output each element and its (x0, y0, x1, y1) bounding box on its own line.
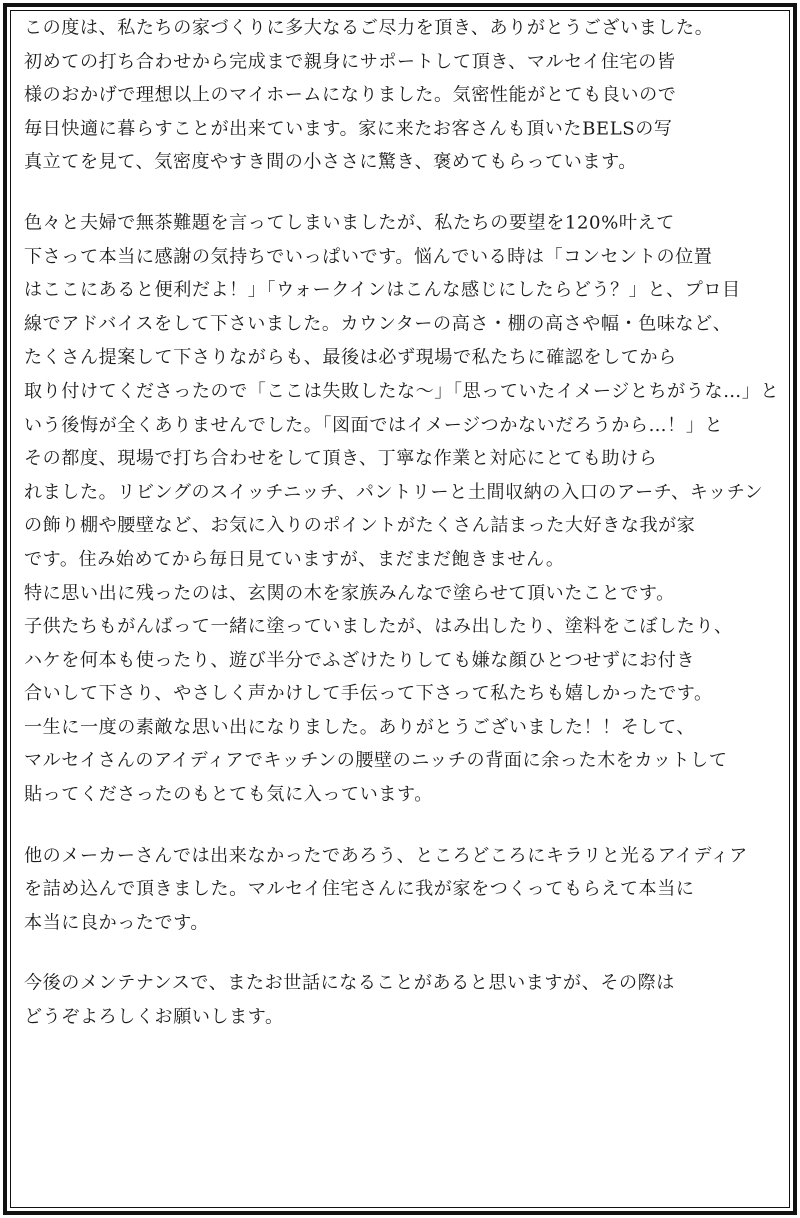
letter-line: ハケを何本も使ったり、遊び半分でふざけたりしても嫌な顔ひとつせずにお付き (24, 650, 696, 671)
letter-line: この度は、私たちの家づくりに多大なるご尽力を頂き、ありがとうございました。 (24, 17, 714, 39)
letter-line: 本当に良かったです。 (24, 912, 210, 934)
letter-line: 真立てを見て、気密度やすき間の小ささに驚き、褒めてもらっています。 (24, 152, 637, 173)
letter-line: いう後悔が全くありませんでした。「図面ではイメージつかないだろうから…！」と (24, 414, 724, 436)
letter-line: 特に思い出に残ったのは、玄関の木を家族みんなで塗らせて頂いたことです。 (24, 582, 675, 604)
letter-line: 取り付けてくださったので「ここは失敗したな～」「思っていたイメージとちがうな…」と (24, 381, 780, 402)
letter-line: を詰め込んで頂きました。マルセイ住宅さんに我が家をつくってもらえて本当に (24, 878, 695, 900)
letter-line: れました。リビングのスイッチニッチ、パントリーと土間収納の入口のアーチ、キッチン (24, 482, 764, 503)
paragraph-gap (24, 812, 762, 839)
letter-line: 貼ってくださったのもとても気に入っています。 (24, 784, 433, 805)
letter-line: 今後のメンテナンスで、またお世話になることがあると思いますが、その際は (24, 973, 675, 994)
letter-line: 下さって本当に感謝の気持ちでいっぱいです。悩んでいる時は「コンセントの位置 (24, 246, 713, 268)
paragraph-details (24, 207, 780, 812)
letter-line: 子供たちもがんばって一緒に塗っていましたが、はみ出したり、塗料をこぼしたり、 (24, 616, 733, 637)
letter-line: 合いして下さり、やさしく声かけして手伝って下さって私たちも嬉しかったです。 (24, 683, 713, 705)
letter-line: マルセイさんのアイディアでキッチンの腰壁のニッチの背面に余った木をカットして (24, 750, 728, 772)
paragraph-thanks (24, 12, 762, 180)
letter-line: 一生に一度の素敵な思い出になりました。ありがとうございました！！そして、 (24, 717, 696, 738)
letter-line: 毎日快適に暮らすことが出来ています。家に来たお客さんも頂いたBELSの写 (24, 118, 673, 140)
letter-line: どうぞよろしくお願いします。 (24, 1007, 284, 1028)
letter-line: 色々と夫婦で無茶難題を言ってしまいましたが、私たちの要望を120%叶えて (24, 213, 675, 234)
paragraph-closing (24, 968, 762, 1035)
letter-line: はここにあると便利だよ！」「ウォークインはこんな感じにしたらどう？」と、プロ目 (24, 280, 741, 301)
letter-line: 線でアドバイスをして下さいました。カウンターの高さ・棚の高さや幅・色味など、 (24, 313, 732, 335)
paragraph-gap (24, 180, 762, 207)
paragraph-ideas (24, 840, 762, 941)
paragraph-gap (24, 940, 762, 967)
letter-line: たくさん提案して下さりながらも、最後は必ず現場で私たちに確認をしてから (24, 347, 677, 368)
handwritten-letter (24, 12, 780, 1035)
letter-line: 他のメーカーさんでは出来なかったであろう、ところどころにキラリと光るアイディア (24, 845, 748, 866)
letter-line: 初めての打ち合わせから完成まで親身にサポートして頂き、マルセイ住宅の皆 (24, 51, 676, 72)
letter-line: の飾り棚や腰壁など、お気に入りのポイントがたくさん詰まった大好きな我が家 (24, 515, 696, 537)
letter-line: 様のおかげで理想以上のマイホームになりました。気密性能がとても良いので (24, 85, 677, 106)
letter-line: その都度、現場で打ち合わせをして頂き、丁寧な作業と対応にとても助けら (24, 448, 658, 469)
letter-line: です。住み始めてから毎日見ていますが、まだまだ飽きません。 (24, 549, 565, 570)
